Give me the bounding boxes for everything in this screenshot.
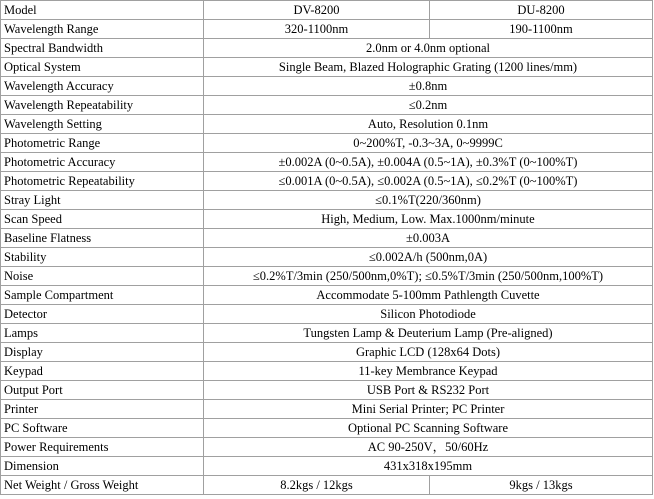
spec-label-cell: PC Software <box>1 419 204 438</box>
table-row <box>1 191 653 210</box>
table-row <box>1 115 653 134</box>
spec-label-cell: Spectral Bandwidth <box>1 39 204 58</box>
spec-value-cell: ±0.8nm <box>204 77 653 96</box>
spec-value-cell: Mini Serial Printer; PC Printer <box>204 400 653 419</box>
spec-value-cell: ≤0.002A/h (500nm,0A) <box>204 248 653 267</box>
table-row <box>1 400 653 419</box>
table-row <box>1 343 653 362</box>
table-row <box>1 362 653 381</box>
table-row <box>1 267 653 286</box>
spec-label-cell: Optical System <box>1 58 204 77</box>
spec-value-cell: USB Port & RS232 Port <box>204 381 653 400</box>
spec-label-cell: Stray Light <box>1 191 204 210</box>
spec-value-cell: Optional PC Scanning Software <box>204 419 653 438</box>
spec-label-cell: Printer <box>1 400 204 419</box>
spec-value-cell: ±0.002A (0~0.5A), ±0.004A (0.5~1A), ±0.3%T (0~100%T) <box>204 153 653 172</box>
spec-label-cell: Detector <box>1 305 204 324</box>
spec-label-cell: Photometric Accuracy <box>1 153 204 172</box>
table-row <box>1 153 653 172</box>
table-row <box>1 172 653 191</box>
table-row <box>1 248 653 267</box>
spec-value-cell: ≤0.001A (0~0.5A), ≤0.002A (0.5~1A), ≤0.2%T (0~100%T) <box>204 172 653 191</box>
spec-label-cell: Wavelength Range <box>1 20 204 39</box>
spec-value-cell: AC 90-250V，50/60Hz <box>204 438 653 457</box>
spec-value-cell-du8200: 9kgs / 13kgs <box>430 476 653 495</box>
spec-label-cell: Power Requirements <box>1 438 204 457</box>
table-row <box>1 286 653 305</box>
spec-label-cell: Lamps <box>1 324 204 343</box>
spec-label-cell: Wavelength Setting <box>1 115 204 134</box>
spec-label-cell: Net Weight / Gross Weight <box>1 476 204 495</box>
specifications-table-body <box>1 1 653 495</box>
table-row <box>1 96 653 115</box>
spec-label-cell: Sample Compartment <box>1 286 204 305</box>
spec-value-cell-dv8200: DV-8200 <box>204 1 430 20</box>
spec-label-cell: Dimension <box>1 457 204 476</box>
table-row <box>1 381 653 400</box>
spec-value-cell: ≤0.2nm <box>204 96 653 115</box>
spec-label-cell: Display <box>1 343 204 362</box>
spec-label-cell: Noise <box>1 267 204 286</box>
spec-value-cell: ≤0.2%T/3min (250/500nm,0%T); ≤0.5%T/3min (250/500nm,100%T) <box>204 267 653 286</box>
spec-label-cell: Wavelength Repeatability <box>1 96 204 115</box>
spec-value-cell-du8200: DU-8200 <box>430 1 653 20</box>
table-row <box>1 210 653 229</box>
spec-value-cell: Silicon Photodiode <box>204 305 653 324</box>
table-row <box>1 324 653 343</box>
table-row <box>1 77 653 96</box>
spec-value-cell: 2.0nm or 4.0nm optional <box>204 39 653 58</box>
spec-value-cell: 0~200%T, -0.3~3A, 0~9999C <box>204 134 653 153</box>
spec-label-cell: Photometric Range <box>1 134 204 153</box>
table-row <box>1 1 653 20</box>
table-row <box>1 134 653 153</box>
spec-label-cell: Stability <box>1 248 204 267</box>
spec-label-cell: Model <box>1 1 204 20</box>
spec-label-cell: Baseline Flatness <box>1 229 204 248</box>
spec-label-cell: Photometric Repeatability <box>1 172 204 191</box>
spec-label-cell: Keypad <box>1 362 204 381</box>
table-row <box>1 58 653 77</box>
table-row <box>1 419 653 438</box>
spec-label-cell: Scan Speed <box>1 210 204 229</box>
table-row <box>1 438 653 457</box>
spec-value-cell: Auto, Resolution 0.1nm <box>204 115 653 134</box>
table-row <box>1 229 653 248</box>
spec-value-cell: Accommodate 5-100mm Pathlength Cuvette <box>204 286 653 305</box>
table-row <box>1 476 653 495</box>
spec-label-cell: Wavelength Accuracy <box>1 77 204 96</box>
spec-value-cell: 431x318x195mm <box>204 457 653 476</box>
spec-value-cell: ≤0.1%T(220/360nm) <box>204 191 653 210</box>
spec-value-cell: 11-key Membrance Keypad <box>204 362 653 381</box>
spec-value-cell-du8200: 190-1100nm <box>430 20 653 39</box>
spec-value-cell: Single Beam, Blazed Holographic Grating (1200 lines/mm) <box>204 58 653 77</box>
spec-value-cell: ±0.003A <box>204 229 653 248</box>
table-row <box>1 457 653 476</box>
spec-label-cell: Output Port <box>1 381 204 400</box>
spec-value-cell: High, Medium, Low. Max.1000nm/minute <box>204 210 653 229</box>
table-row <box>1 305 653 324</box>
table-row <box>1 20 653 39</box>
spec-value-cell-dv8200: 8.2kgs / 12kgs <box>204 476 430 495</box>
table-row <box>1 39 653 58</box>
spec-value-cell-dv8200: 320-1100nm <box>204 20 430 39</box>
spec-value-cell: Tungsten Lamp & Deuterium Lamp (Pre-aligned) <box>204 324 653 343</box>
spec-value-cell: Graphic LCD (128x64 Dots) <box>204 343 653 362</box>
